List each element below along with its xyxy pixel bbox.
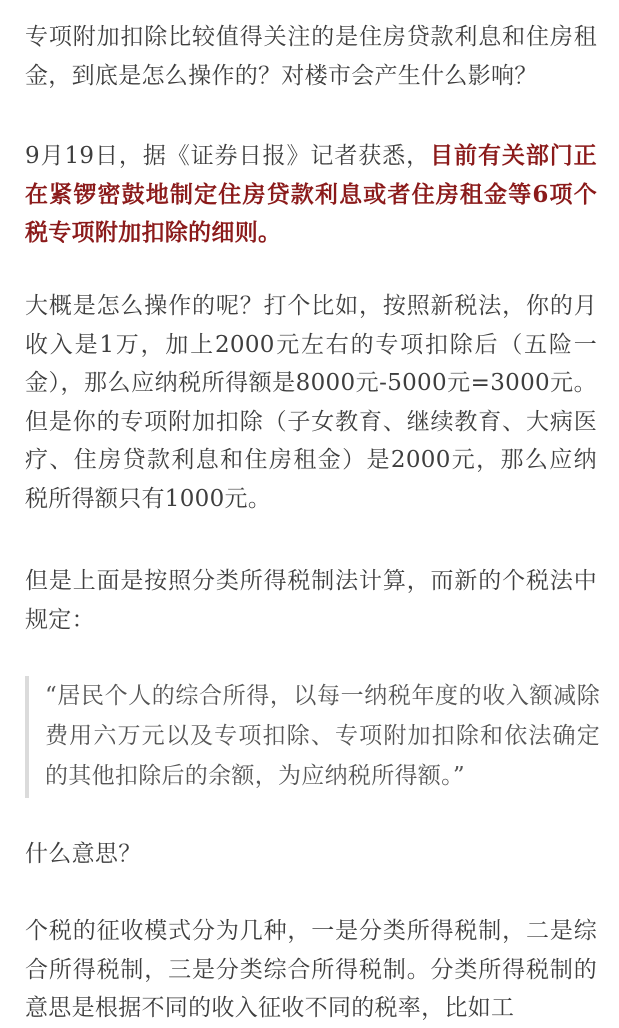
law-quote-text: “居民个人的综合所得，以每一纳税年度的收入额减除费用六万元以及专项扣除、专项附加扣除和依法确定的其他扣除后的余额，为应纳税所得额。”: [45, 683, 600, 789]
report-date-source: 9月19日，据《证券日报》记者获悉，: [25, 143, 431, 169]
paragraph-tax-modes: 个税的征收模式分为几种，一是分类所得税制，二是综合所得税制，三是分类综合所得税制。分类所得税制的意思是根据不同的收入征收不同的税率，比如工: [25, 918, 597, 1021]
paragraph-housing-intro: 专项附加扣除比较值得关注的是住房贷款利息和住房租金，到底是怎么操作的？对楼市会产生什么影响？: [25, 24, 597, 89]
paragraph-news-report: [25, 137, 597, 253]
paragraph-tax-law-intro: 但是上面是按照分类所得税制法计算，而新的个税法中规定：: [25, 568, 597, 633]
paragraph-calculation-example: 大概是怎么操作的呢？打个比如，按照新税法，你的月收入是1万，加上2000元左右的专项扣除后（五险一金），那么应纳税所得额是8000元-5000元=3000元。但是你的专项附加扣除（子女教育、继续教育、大病医疗、住房贷款利息和住房租金）是2000元，那么应纳税所得额只有1000元。: [25, 293, 597, 512]
highlighted-statement: 目前有关部门正在紧锣密鼓地制定住房贷款利息或者住房租金等6项个税专项附加扣除的细则。: [25, 142, 597, 246]
paragraph-question: 什么意思？: [25, 841, 142, 867]
blockquote: [25, 676, 601, 798]
